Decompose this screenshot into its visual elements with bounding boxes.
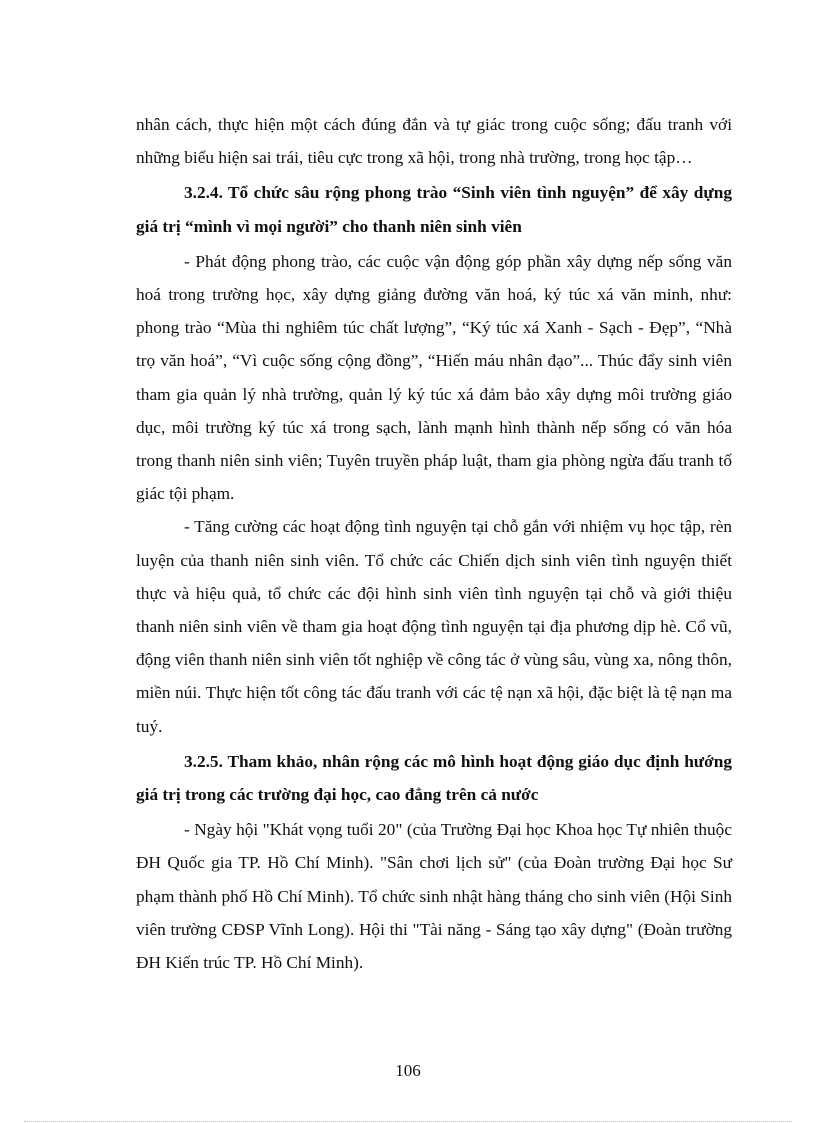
page-number: 106 (395, 1061, 421, 1080)
paragraph-movements: - Phát động phong trào, các cuộc vận động góp phần xây dựng nếp sống văn hoá trong trường học, xây dựng giảng đường văn hoá, ký túc xá văn minh, như: phong trào “Mùa thi nghiêm túc chất lượng”, “Ký túc xá Xanh - Sạch - Đẹp”, “Nhà trọ văn hoá”, “Vì cuộc sống cộng đồng”, “Hiến máu nhân đạo”... Thúc đẩy sinh viên tham gia quản lý nhà trường, quản lý ký túc xá đảm bảo xây dựng môi trường giáo dục, môi trường ký túc xá trong sạch, lành mạnh hình thành nếp sống có văn hóa trong thanh niên sinh viên; Tuyên truyền pháp luật, tham gia phòng ngừa đấu tranh tố giác tội phạm. (136, 251, 732, 504)
section-heading-3-2-4: 3.2.4. Tổ chức sâu rộng phong trào “Sinh viên tình nguyện” để xây dựng giá trị “mình vì mọi người” cho thanh niên sinh viên (136, 183, 732, 236)
paragraph-volunteer-activities: - Tăng cường các hoạt động tình nguyện tại chỗ gắn với nhiệm vụ học tập, rèn luyện của thanh niên sinh viên. Tổ chức các Chiến dịch sinh viên tình nguyện thiết thực và hiệu quả, tổ chức các đội hình sinh viên tình nguyện tại chỗ và giới thiệu thanh niên sinh viên về tham gia hoạt động tình nguyện tại địa phương dịp hè. Cổ vũ, động viên thanh niên sinh viên tốt nghiệp về công tác ở vùng sâu, vùng xa, nông thôn, miền núi. Thực hiện tốt công tác đấu tranh với các tệ nạn xã hội, đặc biệt là tệ nạn ma tuý. (136, 517, 732, 736)
page-body (136, 108, 732, 979)
paragraph-model-examples: - Ngày hội "Khát vọng tuổi 20" (của Trường Đại học Khoa học Tự nhiên thuộc ĐH Quốc gia TP. Hồ Chí Minh). "Sân chơi lịch sử" (của Đoàn trường Đại học Sư phạm thành phố Hồ Chí Minh). Tổ chức sinh nhật hàng tháng cho sinh viên (Hội Sinh viên trường CĐSP Vĩnh Long). Hội thi "Tài năng - Sáng tạo xây dựng" (Đoàn trường ĐH Kiến trúc TP. Hồ Chí Minh). (136, 820, 732, 973)
page-bottom-divider (24, 1121, 792, 1122)
paragraph-continuation: nhân cách, thực hiện một cách đúng đắn và tự giác trong cuộc sống; đấu tranh với những biểu hiện sai trái, tiêu cực trong xã hội, trong nhà trường, trong học tập… (136, 115, 732, 168)
section-heading-3-2-5: 3.2.5. Tham khảo, nhân rộng các mô hình hoạt động giáo dục định hướng giá trị trong các trường đại học, cao đẳng trên cả nước (136, 751, 732, 805)
